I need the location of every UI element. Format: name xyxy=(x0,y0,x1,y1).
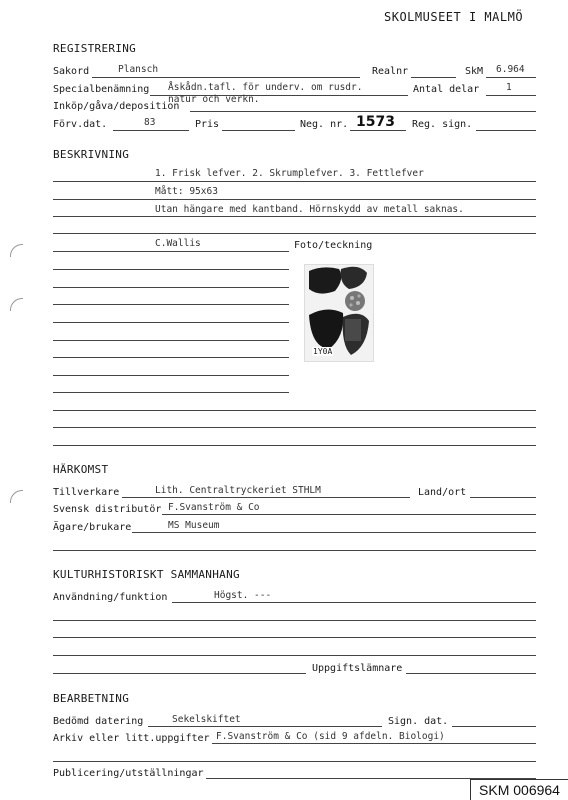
rule xyxy=(53,427,536,428)
neg-nr-label: Neg. nr. xyxy=(300,119,349,130)
sakord-value: Plansch xyxy=(118,64,159,75)
header-title: SKOLMUSEET I MALMÖ xyxy=(384,10,524,24)
reg-sign-label: Reg. sign. xyxy=(412,119,473,130)
land-ort-label: Land/ort xyxy=(418,487,467,498)
specialbenamning-label: Specialbenämning xyxy=(53,84,150,95)
agare-line xyxy=(132,532,536,533)
antal-delar-value: 1 xyxy=(506,82,512,93)
anvandning-value: Högst. --- xyxy=(214,590,272,601)
tillverkare-line xyxy=(122,497,410,498)
agare-value: MS Museum xyxy=(168,520,220,531)
rule xyxy=(53,637,536,638)
inkop-label: Inköp/gåva/deposition xyxy=(53,101,180,112)
antal-delar-line xyxy=(486,95,536,96)
pris-label: Pris xyxy=(195,119,220,130)
rule xyxy=(53,761,536,762)
realnr-line xyxy=(411,77,456,78)
rule xyxy=(53,357,289,358)
rule xyxy=(53,269,289,270)
antal-delar-label: Antal delar xyxy=(413,84,480,95)
specialbenamning-value: Åskådn.tafl. för underv. om rusdr. xyxy=(168,82,363,93)
photo-thumbnail xyxy=(304,264,374,362)
sign-dat-label: Sign. dat. xyxy=(388,716,449,727)
punch-hole xyxy=(10,490,23,503)
section-beskrivning: BESKRIVNING xyxy=(53,148,130,161)
section-kultur: KULTURHISTORISKT SAMMANHANG xyxy=(53,568,240,581)
rule xyxy=(53,322,289,323)
arkiv-label: Arkiv eller litt.uppgifter xyxy=(53,733,210,744)
forv-dat-label: Förv.dat. xyxy=(53,119,108,130)
forv-dat-line xyxy=(113,130,189,131)
rule xyxy=(53,655,536,656)
rule xyxy=(53,304,289,305)
skm-line xyxy=(486,77,536,78)
realnr-label: Realnr xyxy=(372,66,409,77)
rule xyxy=(53,181,536,182)
distributor-label: Svensk distributör xyxy=(53,504,162,515)
beskrivning-line-3: Utan hängare med kantband. Hörnskydd av metall saknas. xyxy=(155,204,464,215)
artist-value: C.Wallis xyxy=(155,238,201,249)
rule xyxy=(53,445,536,446)
inkop-value: natur och verkn. xyxy=(168,94,260,105)
rule xyxy=(53,410,536,411)
distributor-value: F.Svanström & Co xyxy=(168,502,260,513)
rule xyxy=(53,233,536,234)
photo-label: 1Y0A xyxy=(313,347,333,356)
anvandning-label: Användning/funktion xyxy=(53,592,168,603)
tillverkare-value: Lith. Centraltryckeriet STHLM xyxy=(155,485,321,496)
agare-label: Ägare/brukare xyxy=(53,522,132,533)
tillverkare-label: Tillverkare xyxy=(53,487,120,498)
foto-label: Foto/teckning xyxy=(294,240,373,251)
punch-hole xyxy=(10,244,23,257)
skm-value: 6.964 xyxy=(496,64,525,75)
arkiv-line xyxy=(212,743,536,744)
skm-label: SkM xyxy=(465,66,484,77)
forv-dat-value: 83 xyxy=(144,117,156,128)
sign-dat-line xyxy=(452,726,536,727)
beskrivning-line-1: 1. Frisk lefver. 2. Skrumplefver. 3. Fettlefver xyxy=(155,168,424,179)
sakord-line xyxy=(92,77,360,78)
rule xyxy=(53,199,536,200)
distributor-line xyxy=(162,514,536,515)
sakord-label: Sakord xyxy=(53,66,90,77)
section-bearbetning: BEARBETNING xyxy=(53,692,130,705)
rule xyxy=(53,392,289,393)
rule xyxy=(53,251,289,252)
rule xyxy=(53,620,536,621)
neg-nr-value: 1573 xyxy=(356,114,395,130)
neg-nr-line xyxy=(350,130,406,131)
rule xyxy=(53,216,536,217)
section-harkomst: HÄRKOMST xyxy=(53,463,109,476)
rule xyxy=(53,673,306,674)
rule xyxy=(53,375,289,376)
bedomd-line xyxy=(148,726,382,727)
pris-line xyxy=(222,130,295,131)
uppgiftslamnare-line xyxy=(406,673,536,674)
reg-sign-line xyxy=(476,130,536,131)
catalog-id-label: SKM 006964 xyxy=(470,779,568,800)
bedomd-label: Bedömd datering xyxy=(53,716,144,727)
inkop-line xyxy=(190,111,536,112)
rule xyxy=(53,340,289,341)
section-registrering: REGISTRERING xyxy=(53,42,137,55)
arkiv-value: F.Svanström & Co (sid 9 afdeln. Biologi) xyxy=(216,731,445,742)
publicering-label: Publicering/utställningar xyxy=(53,768,204,779)
uppgiftslamnare-label: Uppgiftslämnare xyxy=(312,663,403,674)
beskrivning-line-2: Mått: 95x63 xyxy=(155,186,218,197)
rule xyxy=(53,287,289,288)
rule xyxy=(53,550,536,551)
land-ort-line xyxy=(470,497,536,498)
punch-hole xyxy=(10,298,23,311)
anvandning-line xyxy=(172,602,536,603)
bedomd-value: Sekelskiftet xyxy=(172,714,241,725)
